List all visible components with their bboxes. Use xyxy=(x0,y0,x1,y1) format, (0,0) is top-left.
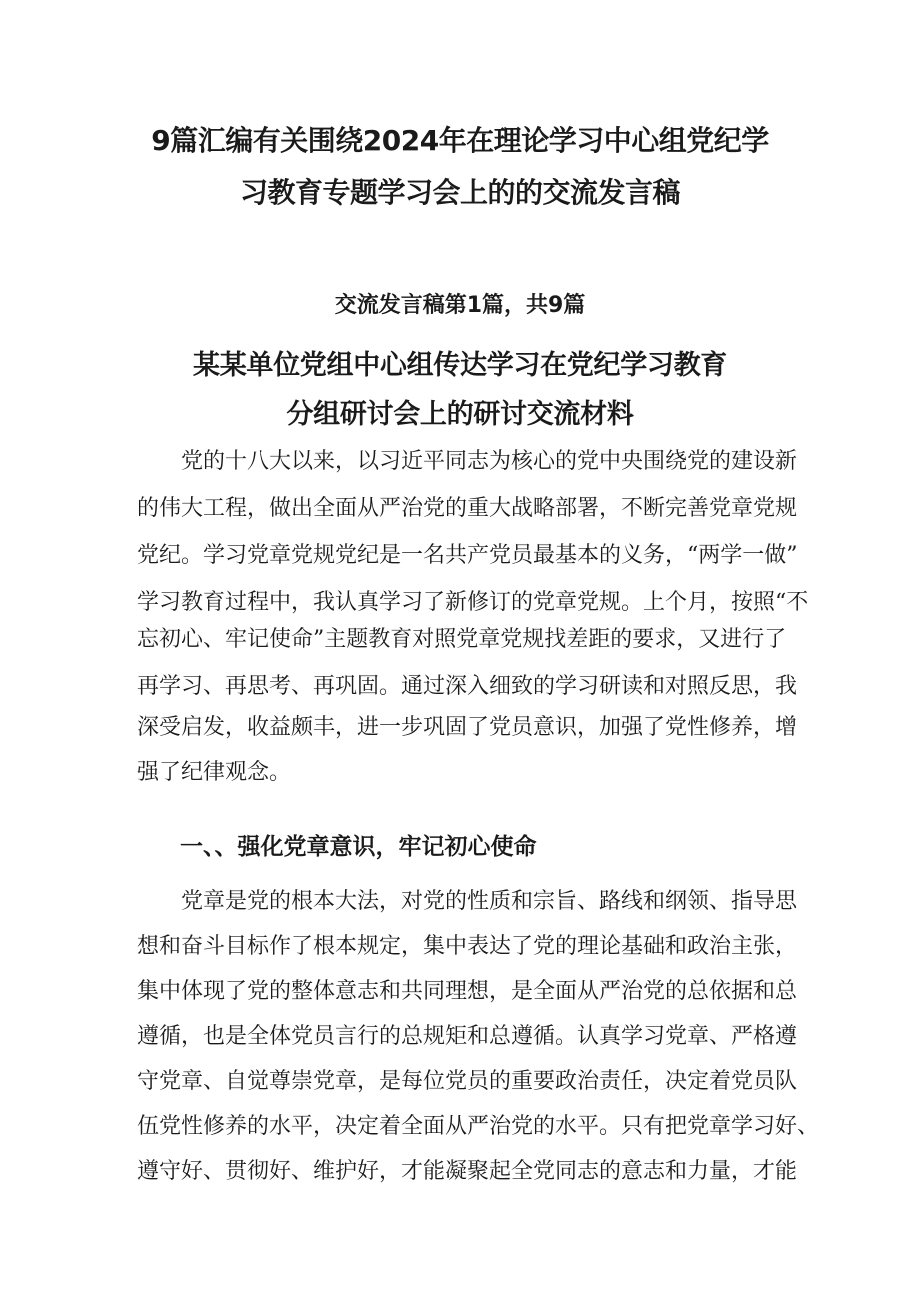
paragraph-line: 党章是党的根本大法，对党的性质和宗旨、路线和纲领、指导思 xyxy=(181,889,798,914)
paragraph-line: 想和奋斗目标作了根本规定，集中表达了党的理论基础和政治主张， xyxy=(137,934,798,959)
paragraph-line: 深受启发，收益颇丰，进一步巩固了党员意识，加强了党性修养，增 xyxy=(137,715,798,740)
paragraph-line: 党纪。学习党章党规党纪是一名共产党员最基本的义务，“两学一做” xyxy=(137,543,798,568)
paragraph-line: 学习教育过程中，我认真学习了新修订的党章党规。上个月，按照“不 xyxy=(137,590,809,615)
paragraph-line: 强了纪律观念。 xyxy=(137,760,292,785)
paragraph-line: 守党章、自觉尊崇党章，是每位党员的重要政治责任，决定着党员队 xyxy=(137,1069,798,1094)
section-heading-1: 一、、强化党章意识，牢记初心使命 xyxy=(180,834,537,860)
article-subtitle: 交流发言稿第1篇，共9篇 xyxy=(334,293,586,318)
paragraph-line: 伍党性修养的水平，决定着全面从严治党的水平。只有把党章学习好、 xyxy=(137,1114,820,1139)
paragraph-line: 的伟大工程，做出全面从严治党的重大战略部署，不断完善党章党规 xyxy=(137,496,798,521)
paragraph-line: 党的十八大以来，以习近平同志为核心的党中央围绕党的建设新 xyxy=(181,449,798,474)
paragraph-line: 再学习、再思考、再巩固。通过深入细致的学习研读和对照反思，我 xyxy=(137,674,798,699)
article-title-line-2: 分组研讨会上的研讨交流材料 xyxy=(286,399,634,430)
document-title-line-2: 习教育专题学习会上的的交流发言稿 xyxy=(239,176,680,209)
document-title-line-1: 9篇汇编有关围绕2024年在理论学习中心组党纪学 xyxy=(151,124,769,157)
paragraph-line: 集中体现了党的整体意志和共同理想，是全面从严治党的总依据和总 xyxy=(137,979,798,1004)
paragraph-line: 遵循，也是全体党员言行的总规矩和总遵循。认真学习党章、严格遵 xyxy=(137,1024,798,1049)
paragraph-line: 忘初心、牢记使命”主题教育对照党章党规找差距的要求，又进行了 xyxy=(137,627,787,652)
paragraph-line: 遵守好、贯彻好、维护好，才能凝聚起全党同志的意志和力量，才能 xyxy=(137,1159,798,1184)
article-title-line-1: 某某单位党组中心组传达学习在党纪学习教育 xyxy=(193,350,727,381)
